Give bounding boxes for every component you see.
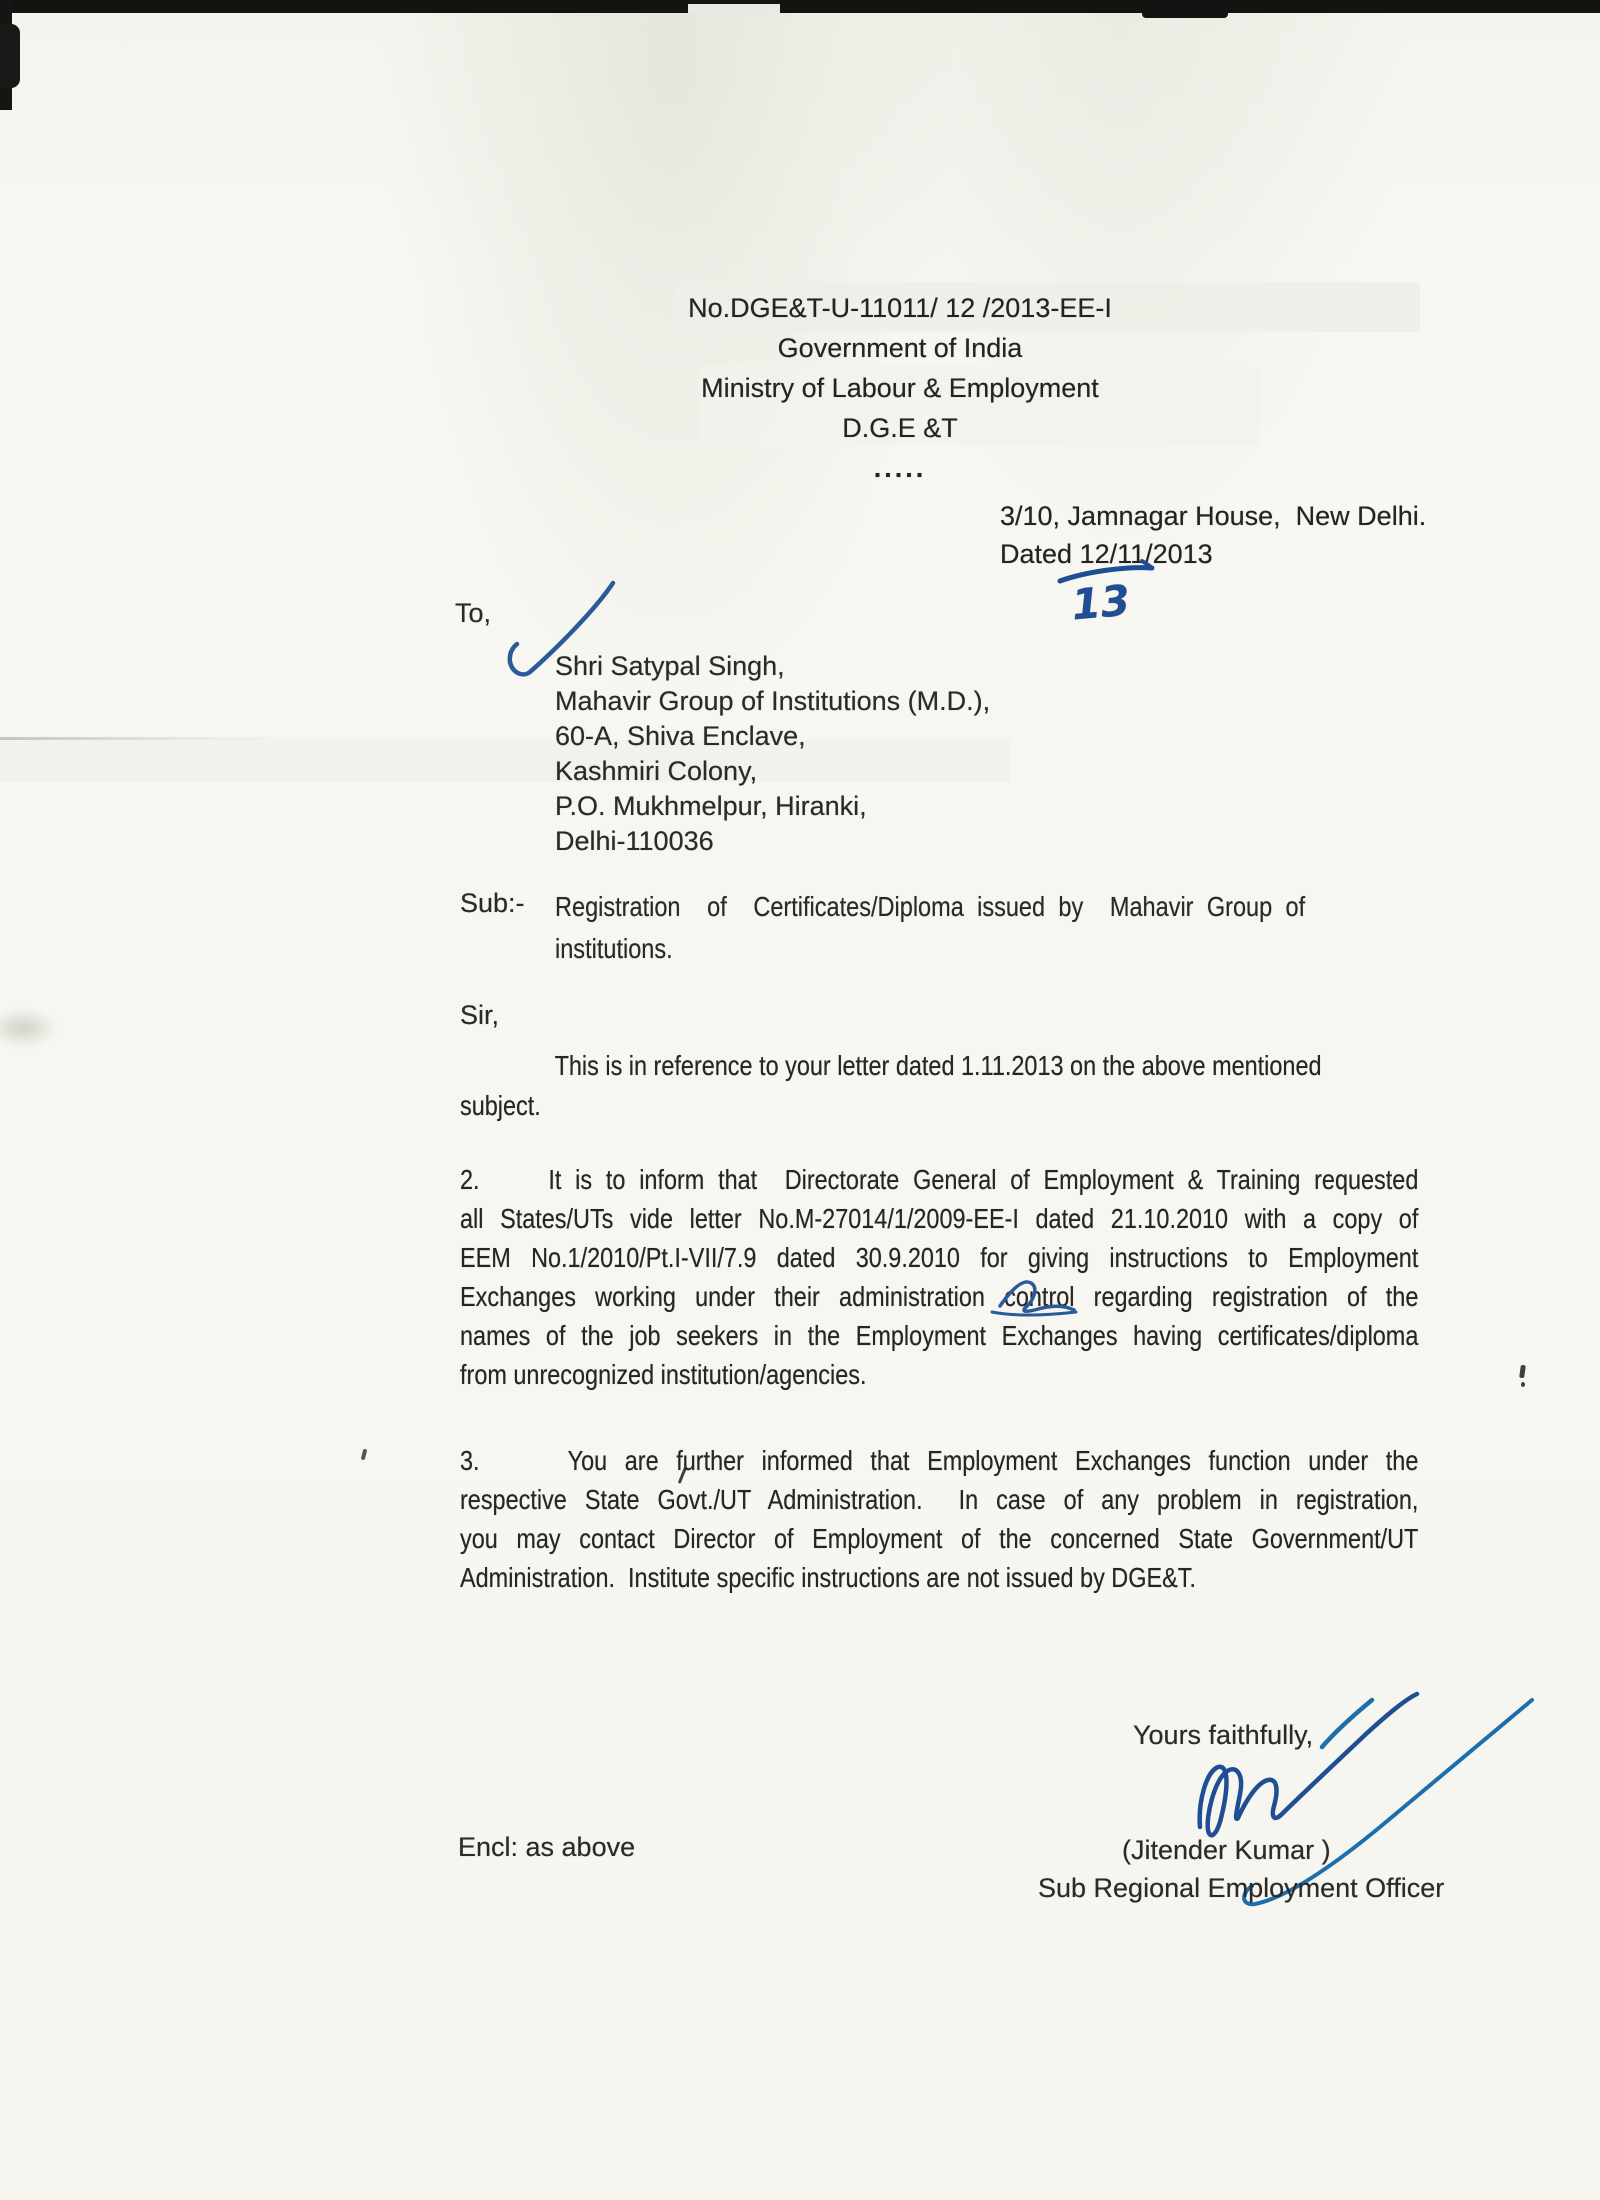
signatory-name: (Jitender Kumar ) xyxy=(1122,1835,1331,1865)
office-address: 3/10, Jamnagar House, New Delhi. xyxy=(1000,501,1427,531)
letter-date: Dated 12/11/2013 xyxy=(1000,539,1213,569)
recipient-line4: Kashmiri Colony, xyxy=(555,756,758,786)
recipient-city: Delhi-110036 xyxy=(555,826,714,856)
scan-smudge xyxy=(0,1008,58,1048)
body-line: This is in reference to your letter dated 1.11.2013 on the above mentioned xyxy=(554,1050,1322,1081)
org-ministry: Ministry of Labour & Employment xyxy=(701,373,1099,403)
recipient-address xyxy=(555,649,990,859)
closing-valediction: Yours faithfully, xyxy=(1133,1720,1314,1750)
scan-speck xyxy=(361,1449,368,1461)
recipient-line3: 60-A, Shiva Enclave, xyxy=(555,721,806,751)
scan-speck xyxy=(1521,1382,1525,1387)
reference-number: No.DGE&T-U-11011/ 12 /2013-EE-I xyxy=(688,293,1112,323)
paragraph-1 xyxy=(460,1046,1418,1126)
salutation: Sir, xyxy=(460,1000,500,1030)
body-line: Administration. Institute specific instructions are not issued by DGE&T. xyxy=(460,1562,1196,1593)
body-line: all States/UTs vide letter No.M-27014/1/2009-EE-I dated 21.10.2010 with a copy of xyxy=(460,1203,1419,1234)
handwritten-thirteen: 13 xyxy=(1069,575,1133,630)
scan-edge-bump xyxy=(1142,13,1228,18)
paper-fold-crease xyxy=(0,737,345,740)
body-line: from unrecognized institution/agencies. xyxy=(460,1359,867,1390)
subject-line: Registration of Certificates/Diploma issued by Mahavir Group of xyxy=(555,891,1306,922)
org-government: Government of India xyxy=(777,333,1023,363)
org-department: D.G.E &T xyxy=(842,413,958,443)
to-label: To, xyxy=(455,598,492,628)
separator-dots: ..... xyxy=(873,453,927,483)
recipient-org: Mahavir Group of Institutions (M.D.), xyxy=(555,686,991,716)
body-line: names of the job seekers in the Employment Exchanges having certificates/diploma xyxy=(460,1320,1419,1351)
subject-text xyxy=(555,886,1305,970)
recipient-line5: P.O. Mukhmelpur, Hiranki, xyxy=(555,791,867,821)
enclosure-note: Encl: as above xyxy=(458,1832,636,1862)
recipient-name: Shri Satypal Singh, xyxy=(555,651,785,681)
body-line: you may contact Director of Employment of the concerned State Government/UT xyxy=(460,1523,1419,1554)
letterhead xyxy=(540,288,1260,488)
body-line: EEM No.1/2010/Pt.I-VII/7.9 dated 30.9.2010 for giving instructions to Employment xyxy=(460,1242,1419,1273)
paragraph-3 xyxy=(460,1441,1418,1597)
body-line: 2. It is to inform that Directorate General of Employment & Training requested xyxy=(460,1164,1419,1195)
subject-label: Sub:- xyxy=(460,888,525,918)
body-line: 3. You are further informed that Employment Exchanges function under the xyxy=(460,1445,1419,1476)
body-line: subject. xyxy=(460,1090,541,1121)
scan-speck xyxy=(1519,1365,1526,1379)
paragraph-2 xyxy=(460,1160,1418,1394)
subject-line: institutions. xyxy=(555,933,673,964)
scan-edge-top xyxy=(0,0,1600,13)
body-line: Exchanges working under their administration control regarding registration of the xyxy=(460,1281,1419,1312)
scan-edge-notch xyxy=(688,4,780,13)
place-date-block xyxy=(1000,497,1426,573)
scan-edge-left-nub xyxy=(0,24,20,88)
signatory-title: Sub Regional Employment Officer xyxy=(1038,1873,1445,1903)
body-line: respective State Govt./UT Administration. In case of any problem in registration, xyxy=(460,1484,1419,1515)
